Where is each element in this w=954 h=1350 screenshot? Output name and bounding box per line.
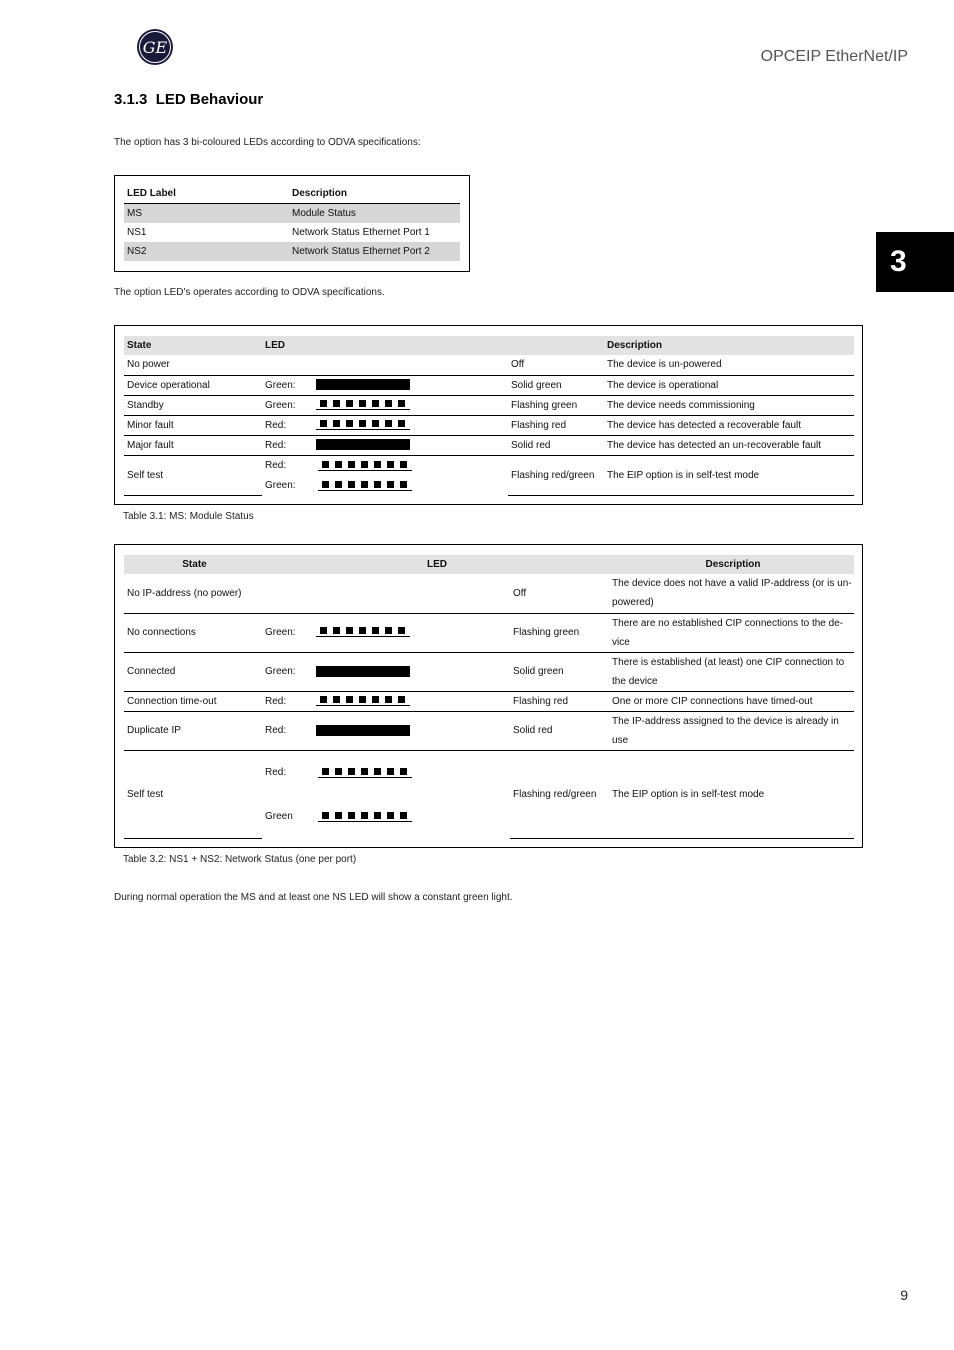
column-header: State — [124, 555, 262, 574]
state-cell: Device operational — [124, 375, 262, 395]
led-flash-pattern — [316, 627, 410, 637]
column-header: Description — [609, 555, 854, 574]
table-row — [124, 455, 854, 496]
led-color: Green: — [262, 652, 314, 691]
led-status: Off — [510, 574, 609, 613]
document-title: OPCEIP EtherNet/IP — [760, 48, 908, 65]
led-flash-pattern — [318, 768, 412, 778]
column-header: LED — [262, 336, 314, 355]
closing-paragraph: During normal operation the MS and at least one NS LED will show a constant green light. — [114, 892, 513, 903]
description-cell: The device does not have a valid IP-address (or is un-powered) — [609, 574, 854, 613]
table-row — [124, 652, 854, 691]
svg-text:GE: GE — [142, 38, 168, 57]
led-description: Module Status — [292, 208, 356, 219]
description-cell: The IP-address assigned to the device is already in use — [609, 711, 854, 750]
led-status: Flashing red — [510, 691, 609, 711]
led-color — [262, 355, 314, 375]
led-status: Solid green — [508, 375, 604, 395]
table-caption: Table 3.2: NS1 + NS2: Network Status (one per port) — [123, 854, 357, 865]
led-color: Green: — [262, 613, 314, 652]
chapter-tab: 3 — [876, 232, 954, 292]
description-cell: The device has detected an un-recoverable fault — [604, 435, 854, 455]
led-status: Flashing green — [508, 395, 604, 415]
led-flash-pattern — [316, 696, 410, 706]
state-cell: Duplicate IP — [124, 711, 262, 750]
led-status: Solid red — [508, 435, 604, 455]
led-solid-pattern — [316, 666, 410, 677]
led-status: Solid red — [510, 711, 609, 750]
column-header: LED — [262, 555, 609, 574]
led-label: NS1 — [127, 227, 147, 238]
led-flash-pattern — [316, 420, 410, 430]
state-cell: Major fault — [124, 435, 262, 455]
description-cell: There are no established CIP connections to the de-vice — [609, 613, 854, 652]
state-cell: Self test — [124, 455, 262, 496]
table-row — [124, 242, 460, 261]
description-cell: The device has detected a recoverable fault — [604, 415, 854, 435]
ns-status-table — [114, 544, 863, 848]
led-solid-pattern — [316, 379, 410, 390]
led-flash-pattern — [316, 400, 410, 410]
description-cell: The device needs commissioning — [604, 395, 854, 415]
led-color: Green — [265, 811, 293, 822]
led-label-table — [114, 175, 470, 272]
table-row — [124, 613, 854, 652]
table-row — [124, 574, 854, 613]
led-label: NS2 — [127, 246, 147, 257]
section-title: LED Behaviour — [155, 91, 264, 108]
column-header: State — [124, 336, 262, 355]
led-color: Red: — [265, 767, 287, 778]
led-status: Solid green — [510, 652, 609, 691]
table-caption: Table 3.1: MS: Module Status — [123, 511, 254, 522]
description-cell: The device is operational — [604, 375, 854, 395]
description-cell: The EIP option is in self-test mode — [609, 750, 854, 839]
section-number: 3.1.3 — [114, 91, 148, 108]
led-color — [262, 574, 314, 613]
led-color: Green: — [262, 375, 314, 395]
state-cell: No IP-address (no power) — [124, 574, 262, 613]
table-row — [124, 223, 460, 242]
state-cell: Self test — [124, 750, 262, 839]
led-flash-pattern — [318, 481, 412, 491]
led-status: Flashing red/green — [508, 455, 604, 496]
column-header: LED Label — [124, 184, 289, 204]
led-color: Red: — [262, 435, 314, 455]
ge-logo — [136, 28, 174, 66]
led-label: MS — [127, 208, 142, 219]
description-cell: The device is un-powered — [604, 355, 854, 375]
led-color: Green: — [265, 480, 296, 491]
led-color: Red: — [262, 711, 314, 750]
led-color: Red: — [265, 460, 287, 471]
column-header: Description — [289, 184, 460, 204]
state-cell: Standby — [124, 395, 262, 415]
table-row — [124, 355, 854, 375]
led-description: Network Status Ethernet Port 2 — [292, 246, 430, 257]
column-header: Description — [604, 336, 854, 355]
led-status: Flashing red — [508, 415, 604, 435]
ms-status-table — [114, 325, 863, 505]
state-cell: Minor fault — [124, 415, 262, 435]
led-status: Flashing red/green — [510, 750, 609, 839]
table-row — [124, 750, 854, 839]
led-solid-pattern — [316, 439, 410, 450]
table-row — [124, 691, 854, 711]
led-color: Red: — [262, 691, 314, 711]
state-cell: Connection time-out — [124, 691, 262, 711]
table-row — [124, 395, 854, 415]
description-cell: The EIP option is in self-test mode — [604, 455, 854, 496]
description-cell: There is established (at least) one CIP connection to the device — [609, 652, 854, 691]
intro-paragraph: The option has 3 bi-coloured LEDs according to ODVA specifications: — [114, 137, 421, 148]
state-cell: No power — [124, 355, 262, 375]
led-status: Flashing green — [510, 613, 609, 652]
section-heading — [114, 91, 263, 108]
led-solid-pattern — [316, 725, 410, 736]
description-cell: One or more CIP connections have timed-out — [609, 691, 854, 711]
led-description: Network Status Ethernet Port 1 — [292, 227, 430, 238]
table-row — [124, 375, 854, 395]
state-cell: Connected — [124, 652, 262, 691]
table-row — [124, 435, 854, 455]
page-number: 9 — [900, 1287, 908, 1303]
led-status: Off — [508, 355, 604, 375]
table-row — [124, 415, 854, 435]
led-color: Red: — [262, 415, 314, 435]
led-flash-pattern — [318, 461, 412, 471]
state-cell: No connections — [124, 613, 262, 652]
table-row — [124, 711, 854, 750]
table-row — [124, 204, 460, 224]
odva-paragraph: The option LED's operates according to ODVA specifications. — [114, 287, 385, 298]
led-color: Green: — [262, 395, 314, 415]
led-flash-pattern — [318, 812, 412, 822]
